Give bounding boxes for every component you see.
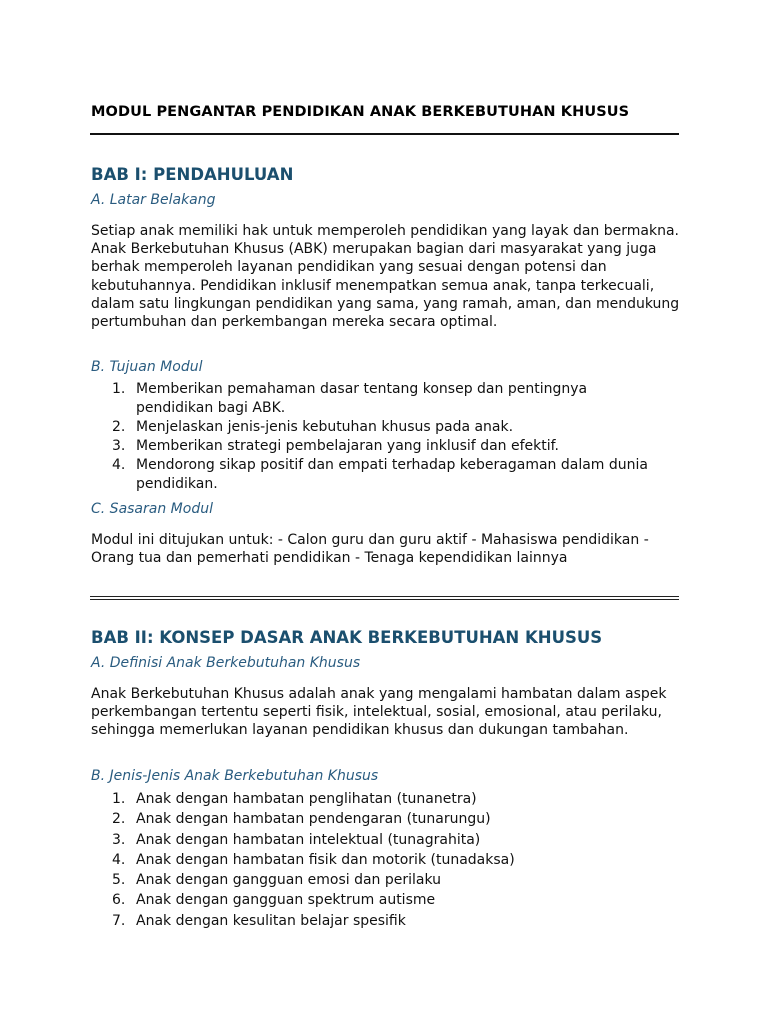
list-number: 2. [112, 811, 126, 828]
jenis-list [91, 789, 666, 931]
list-number: 4. [112, 851, 126, 868]
list-number: 3. [112, 831, 126, 848]
list-number: 1. [112, 381, 126, 397]
list-item [91, 870, 666, 890]
list-item-text: Memberikan pemahaman dasar tentang konsep dan pentingnya pendidikan bagi ABK. [136, 381, 588, 416]
definisi-paragraph: Anak Berkebutuhan Khusus adalah anak yang mengalami hambatan dalam aspek perkembangan tertentu seperti fisik, intelektual, sosial, emosional, atau perilaku, sehingga memerlukan layanan pendidikan khusus dan dukungan tambahan. [91, 686, 667, 739]
section-latar-belakang-heading: A. Latar Belakang [91, 192, 216, 208]
list-item-text: Anak dengan gangguan spektrum autisme [136, 892, 436, 909]
latar-belakang-paragraph: Setiap anak memiliki hak untuk memperoleh pendidikan yang layak dan bermakna. Anak Berkebutuhan Khusus (ABK) merupakan bagian dari masyarakat yang juga berhak memperoleh layanan pendidikan yang sesuai dengan potensi dan kebutuhannya. Pendidikan inklusif menempatkan semua anak, tanpa terkecuali, dalam satu lingkungan pendidikan yang sama, yang ramah, aman, dan mendukung pertumbuhan dan perkembangan mereka secara optimal. [91, 223, 680, 331]
list-item-text: Anak dengan hambatan pendengaran (tunarungu) [136, 811, 491, 828]
section-tujuan-heading: B. Tujuan Modul [91, 359, 203, 375]
list-item [91, 437, 666, 456]
list-number: 6. [112, 892, 126, 909]
list-number: 5. [112, 872, 126, 889]
document-title: MODUL PENGANTAR PENDIDIKAN ANAK BERKEBUTUHAN KHUSUS [91, 104, 630, 120]
list-item [91, 830, 666, 850]
list-item-text: Anak dengan hambatan fisik dan motorik (tunadaksa) [136, 851, 515, 868]
list-item [91, 418, 666, 437]
tujuan-list [91, 380, 666, 494]
chapter-1-heading: BAB I: PENDAHULUAN [91, 165, 294, 184]
list-item [91, 456, 666, 494]
list-item-text: Anak dengan gangguan emosi dan perilaku [136, 872, 442, 889]
section-jenis-heading: B. Jenis-Jenis Anak Berkebutuhan Khusus [91, 768, 379, 784]
list-item [91, 911, 666, 931]
list-item-text: Anak dengan hambatan penglihatan (tunanetra) [136, 791, 477, 807]
list-item-text: Anak dengan hambatan intelektual (tunagrahita) [136, 831, 481, 848]
list-item-text: Menjelaskan jenis-jenis kebutuhan khusus pada anak. [136, 419, 514, 435]
chapter-divider [90, 596, 679, 600]
list-number: 3. [112, 438, 126, 454]
list-item [91, 809, 666, 829]
sasaran-paragraph: Modul ini ditujukan untuk: - Calon guru dan guru aktif - Mahasiswa pendidikan - Orang tua dan pemerhati pendidikan - Tenaga kependidikan lainnya [91, 532, 649, 567]
list-item [91, 380, 666, 418]
list-number: 4. [112, 457, 126, 473]
list-item [91, 890, 666, 910]
list-number: 2. [112, 419, 126, 435]
list-item [91, 789, 666, 809]
list-number: 7. [112, 912, 126, 929]
list-number: 1. [112, 791, 126, 807]
list-item-text: Mendorong sikap positif dan empati terhadap keberagaman dalam dunia pendidikan. [136, 457, 648, 492]
section-sasaran-heading: C. Sasaran Modul [91, 501, 213, 517]
section-definisi-heading: A. Definisi Anak Berkebutuhan Khusus [91, 655, 361, 671]
list-item [91, 850, 666, 870]
title-divider [90, 133, 679, 135]
list-item-text: Anak dengan kesulitan belajar spesifik [136, 912, 406, 929]
chapter-2-heading: BAB II: KONSEP DASAR ANAK BERKEBUTUHAN KHUSUS [91, 628, 603, 647]
list-item-text: Memberikan strategi pembelajaran yang inklusif dan efektif. [136, 438, 559, 454]
